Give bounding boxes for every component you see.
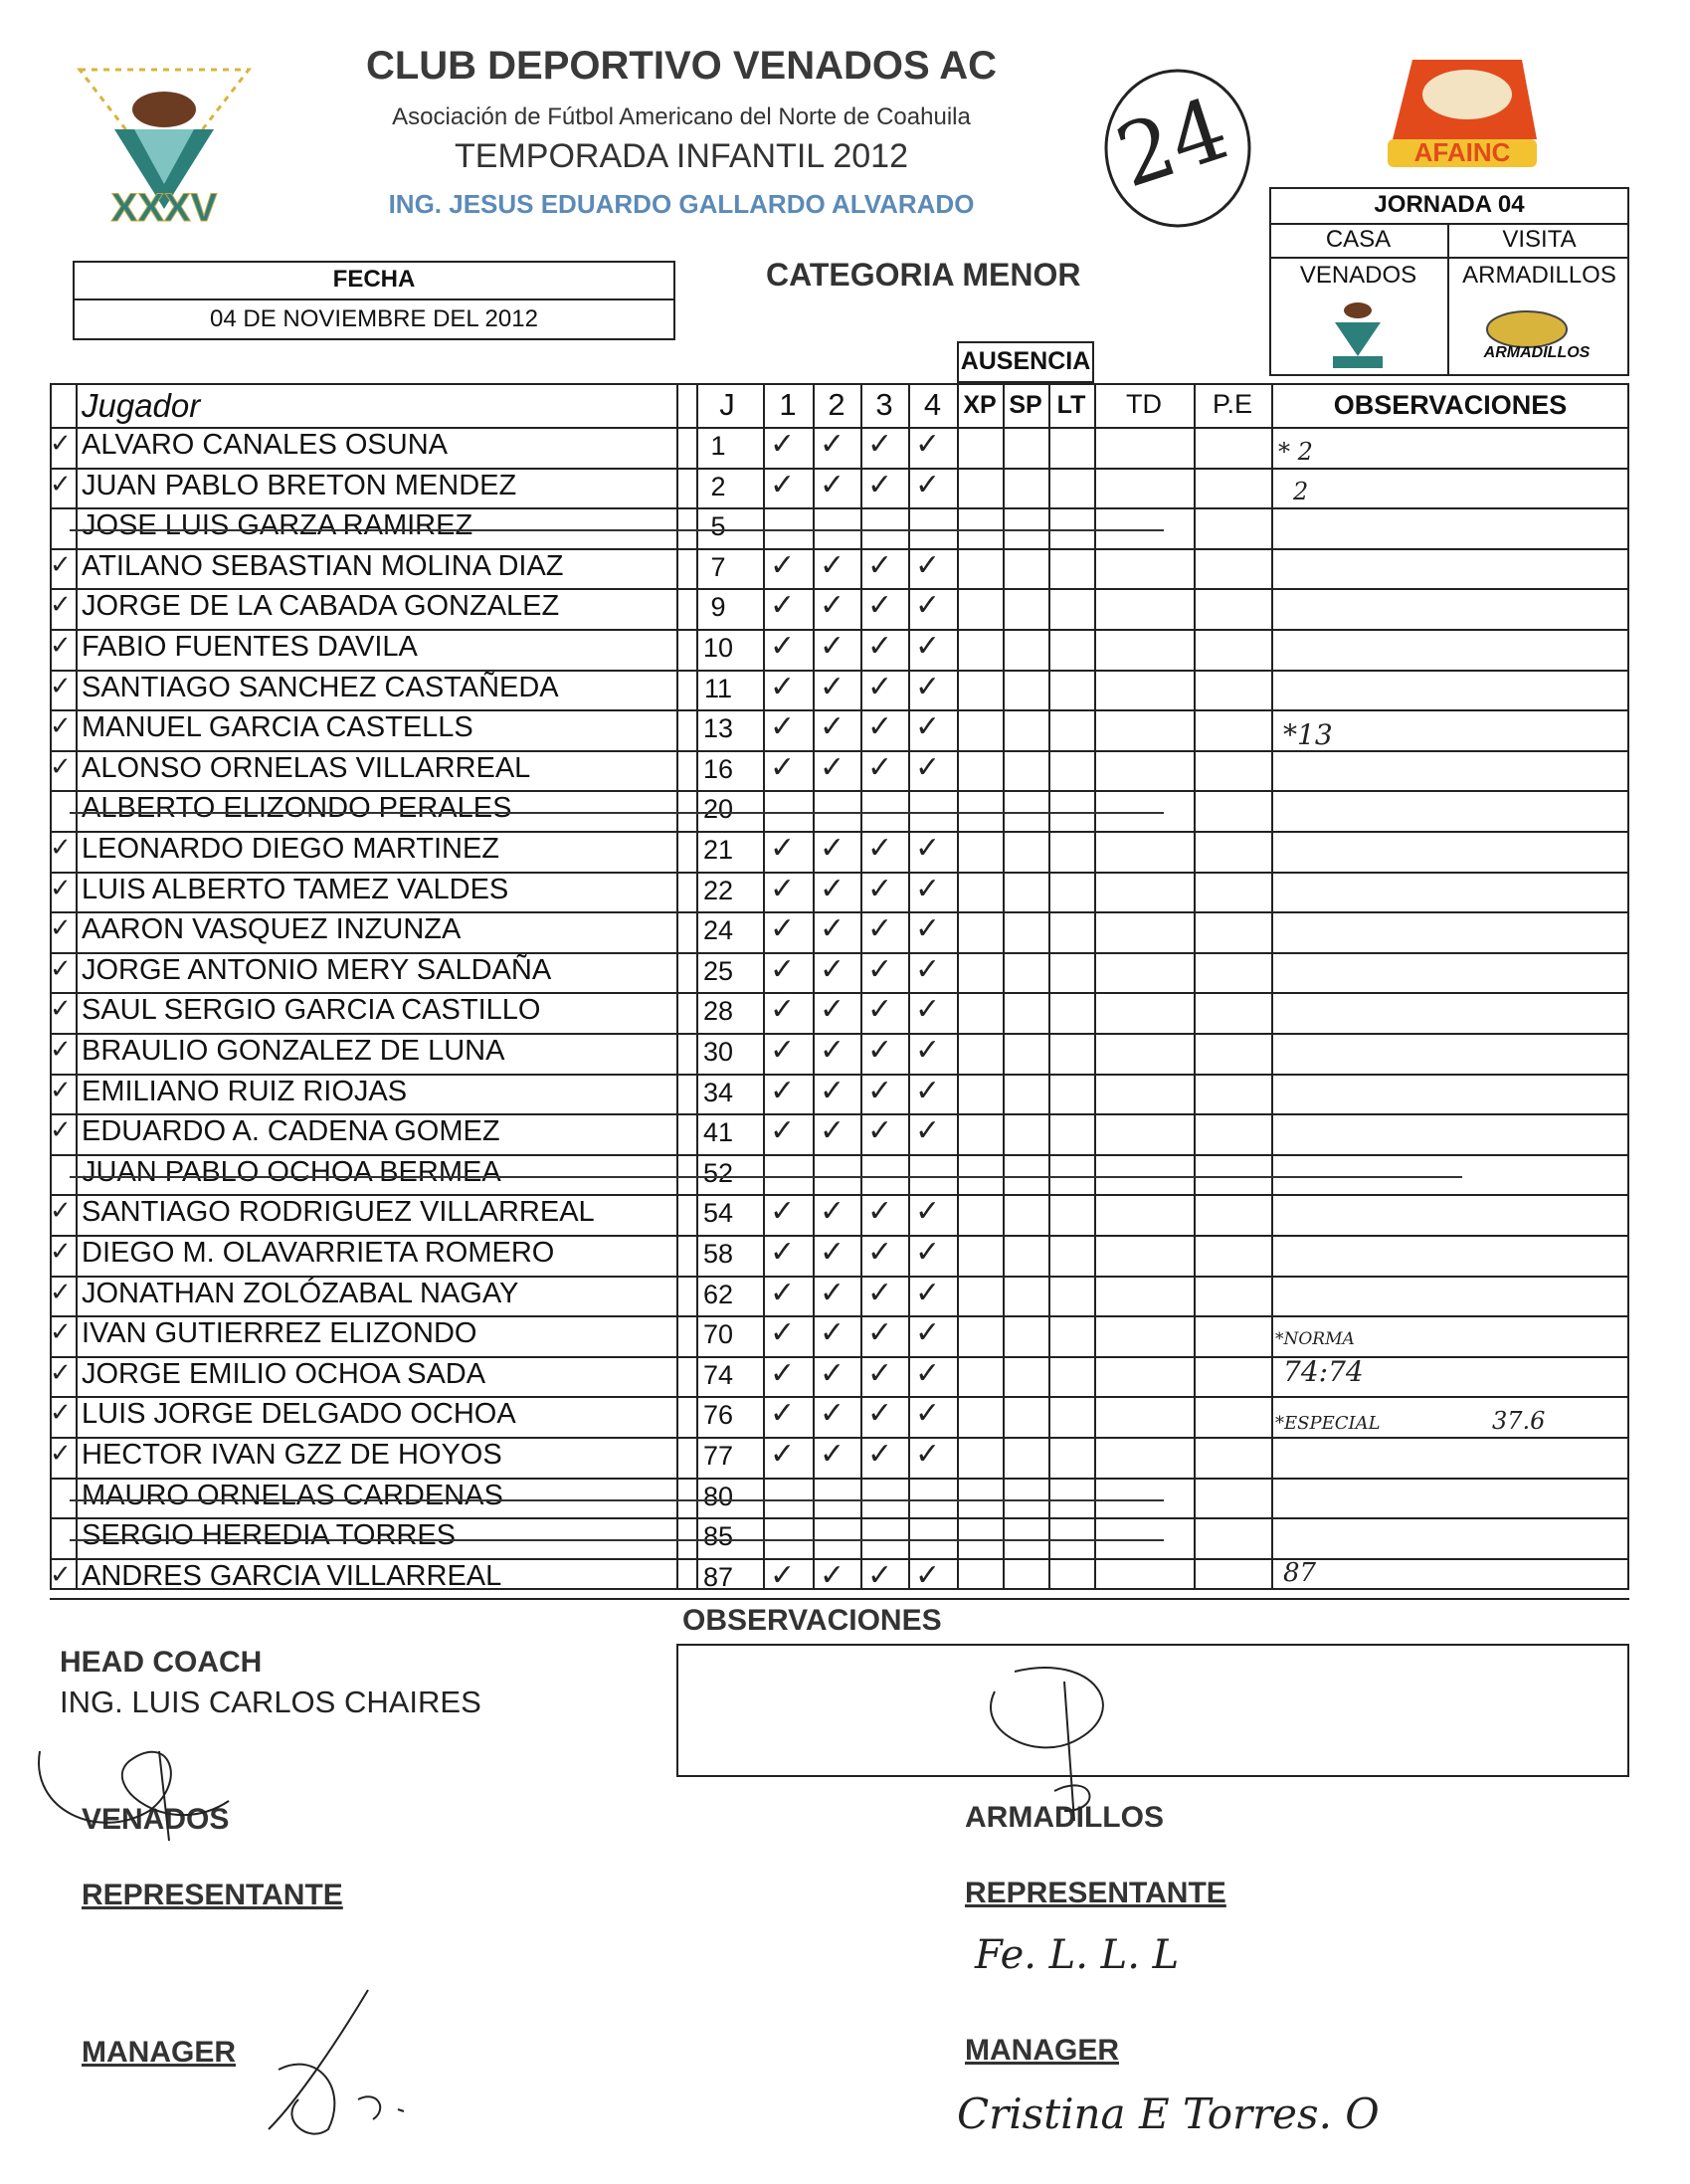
quarter-1-check-mark: ✓ bbox=[770, 1396, 796, 1431]
jersey-number: 21 bbox=[702, 835, 734, 865]
row-check-mark: ✓ bbox=[50, 833, 72, 863]
quarter-1-check-mark: ✓ bbox=[770, 831, 796, 866]
quarter-2-check-mark: ✓ bbox=[820, 629, 845, 664]
quarter-4-check-mark: ✓ bbox=[915, 750, 941, 785]
quarter-2-check-mark: ✓ bbox=[820, 1074, 845, 1108]
table-row bbox=[0, 1517, 1690, 1558]
season-title: TEMPORADA INFANTIL 2012 bbox=[455, 137, 908, 175]
obs-r28: 87 bbox=[1283, 1558, 1317, 1588]
quarter-3-check-mark: ✓ bbox=[867, 1194, 893, 1229]
q3-header: 3 bbox=[875, 387, 893, 422]
quarter-2-check-mark: ✓ bbox=[820, 750, 845, 785]
jersey-number: 62 bbox=[702, 1280, 734, 1309]
quarter-4-check-mark: ✓ bbox=[915, 468, 941, 502]
table-row bbox=[0, 1356, 1690, 1397]
quarter-3-check-mark: ✓ bbox=[867, 750, 893, 785]
jersey-number: 13 bbox=[702, 713, 734, 743]
obs-r7: *13 bbox=[1283, 718, 1333, 751]
player-name: ATILANO SEBASTIAN MOLINA DIAZ bbox=[82, 550, 564, 582]
jersey-number: 77 bbox=[702, 1441, 734, 1471]
row-check-mark: ✓ bbox=[50, 1076, 72, 1105]
player-name: SERGIO HEREDIA TORRES bbox=[82, 1519, 457, 1551]
row-check-mark: ✓ bbox=[50, 1358, 72, 1388]
jersey-number: 24 bbox=[702, 915, 734, 945]
quarter-3-check-mark: ✓ bbox=[867, 1113, 893, 1148]
jersey-number: 74 bbox=[702, 1360, 734, 1390]
manager-right: MANAGER bbox=[965, 2034, 1119, 2067]
player-name: EDUARDO A. CADENA GOMEZ bbox=[82, 1115, 500, 1147]
table-row bbox=[0, 1194, 1690, 1235]
table-row bbox=[0, 1558, 1690, 1599]
quarter-4-check-mark: ✓ bbox=[915, 427, 941, 462]
quarter-2-check-mark: ✓ bbox=[820, 1113, 845, 1148]
jersey-number: 54 bbox=[702, 1198, 734, 1228]
jersey-number: 9 bbox=[710, 592, 726, 622]
table-row bbox=[0, 992, 1690, 1033]
quarter-3-check-mark: ✓ bbox=[867, 872, 893, 906]
jersey-number: 30 bbox=[702, 1037, 734, 1067]
row-check-mark: ✓ bbox=[50, 550, 72, 580]
left-logo bbox=[60, 60, 269, 229]
quarter-1-check-mark: ✓ bbox=[770, 1194, 796, 1229]
quarter-1-check-mark: ✓ bbox=[770, 750, 796, 785]
player-name: AARON VASQUEZ INZUNZA bbox=[82, 913, 462, 945]
right-manager-signature: Cristina E Torres. O bbox=[957, 2089, 1380, 2138]
quarter-2-check-mark: ✓ bbox=[820, 1033, 845, 1068]
head-coach-name: ING. LUIS CARLOS CHAIRES bbox=[60, 1685, 481, 1719]
quarter-4-check-mark: ✓ bbox=[915, 1437, 941, 1472]
representante-right: REPRESENTANTE bbox=[965, 1877, 1226, 1909]
jersey-number: 70 bbox=[702, 1319, 734, 1349]
head-coach-label: HEAD COACH bbox=[60, 1646, 263, 1679]
jersey-number: 52 bbox=[702, 1158, 734, 1188]
quarter-4-check-mark: ✓ bbox=[915, 952, 941, 987]
page-number-circle bbox=[1098, 64, 1257, 233]
quarter-3-check-mark: ✓ bbox=[867, 911, 893, 946]
armadillos-logo-text: ARMADILLOS bbox=[1483, 344, 1591, 361]
table-row bbox=[0, 468, 1690, 508]
quarter-2-check-mark: ✓ bbox=[820, 548, 845, 583]
table-row bbox=[0, 1315, 1690, 1356]
table-row bbox=[0, 1437, 1690, 1478]
table-row bbox=[0, 629, 1690, 670]
jersey-number: 2 bbox=[710, 472, 726, 501]
table-row bbox=[0, 1033, 1690, 1074]
obs-r0: * 2 bbox=[1278, 438, 1313, 466]
quarter-1-check-mark: ✓ bbox=[770, 1074, 796, 1108]
row-check-mark: ✓ bbox=[50, 874, 72, 903]
quarter-1-check-mark: ✓ bbox=[770, 1033, 796, 1068]
jersey-number: 85 bbox=[702, 1521, 734, 1551]
row-check-mark: ✓ bbox=[50, 1317, 72, 1347]
q2-header: 2 bbox=[828, 387, 845, 422]
quarter-3-check-mark: ✓ bbox=[867, 1356, 893, 1391]
player-name: JORGE DE LA CABADA GONZALEZ bbox=[82, 590, 560, 622]
casa-team: VENADOS bbox=[1299, 262, 1417, 289]
q4-header: 4 bbox=[923, 387, 942, 422]
fecha-label: FECHA bbox=[332, 266, 416, 293]
footer-observaciones-label: OBSERVACIONES bbox=[682, 1604, 942, 1637]
quarter-4-check-mark: ✓ bbox=[915, 629, 941, 664]
jersey-number: 16 bbox=[702, 754, 734, 784]
td-header: TD bbox=[1126, 389, 1162, 419]
jersey-number: 7 bbox=[710, 552, 726, 582]
jugador-header: Jugador bbox=[82, 387, 201, 424]
strike-through-line bbox=[70, 529, 1164, 531]
jersey-number: 80 bbox=[702, 1482, 734, 1511]
quarter-1-check-mark: ✓ bbox=[770, 427, 796, 462]
quarter-2-check-mark: ✓ bbox=[820, 1276, 845, 1310]
quarter-1-check-mark: ✓ bbox=[770, 670, 796, 704]
quarter-1-check-mark: ✓ bbox=[770, 1315, 796, 1350]
club-name: CLUB DEPORTIVO VENADOS AC bbox=[365, 44, 998, 88]
jersey-number: 41 bbox=[702, 1117, 734, 1147]
row-check-mark: ✓ bbox=[50, 994, 72, 1024]
observaciones-header: OBSERVACIONES bbox=[1333, 390, 1568, 420]
player-name: EMILIANO RUIZ RIOJAS bbox=[82, 1076, 408, 1107]
obs-r23: 74:74 bbox=[1283, 1355, 1364, 1388]
page-number: 24 bbox=[1105, 79, 1240, 208]
quarter-2-check-mark: ✓ bbox=[820, 952, 845, 987]
quarter-4-check-mark: ✓ bbox=[915, 588, 941, 623]
quarter-1-check-mark: ✓ bbox=[770, 709, 796, 744]
quarter-3-check-mark: ✓ bbox=[867, 468, 893, 502]
player-name: JORGE EMILIO OCHOA SADA bbox=[82, 1358, 486, 1390]
quarter-3-check-mark: ✓ bbox=[867, 1315, 893, 1350]
row-check-mark: ✓ bbox=[50, 1115, 72, 1145]
quarter-1-check-mark: ✓ bbox=[770, 1437, 796, 1472]
quarter-4-check-mark: ✓ bbox=[915, 1356, 941, 1391]
quarter-3-check-mark: ✓ bbox=[867, 952, 893, 987]
table-row bbox=[0, 670, 1690, 710]
player-name: MAURO ORNELAS CARDENAS bbox=[82, 1480, 503, 1511]
quarter-4-check-mark: ✓ bbox=[915, 992, 941, 1027]
categoria: CATEGORIA MENOR bbox=[766, 257, 1081, 293]
player-name: JORGE ANTONIO MERY SALDAÑA bbox=[82, 954, 552, 986]
player-name: ALONSO ORNELAS VILLARREAL bbox=[82, 752, 531, 784]
ausencia-label: AUSENCIA bbox=[960, 347, 1091, 375]
player-name: IVAN GUTIERREZ ELIZONDO bbox=[82, 1317, 477, 1349]
quarter-4-check-mark: ✓ bbox=[915, 709, 941, 744]
quarter-1-check-mark: ✓ bbox=[770, 1235, 796, 1270]
strike-through-line bbox=[70, 1176, 1462, 1178]
table-row bbox=[0, 1396, 1690, 1437]
association-name: Asociación de Fútbol Americano del Norte de Coahuila bbox=[392, 103, 971, 130]
representante-left: REPRESENTANTE bbox=[82, 1879, 343, 1911]
table-row bbox=[0, 911, 1690, 952]
player-name: LUIS JORGE DELGADO OCHOA bbox=[82, 1398, 516, 1430]
pe-header: P.E bbox=[1212, 389, 1253, 419]
jersey-number: 25 bbox=[702, 956, 734, 986]
jersey-number: 10 bbox=[702, 633, 734, 663]
quarter-4-check-mark: ✓ bbox=[915, 1194, 941, 1229]
quarter-1-check-mark: ✓ bbox=[770, 1276, 796, 1310]
strike-through-line bbox=[70, 1499, 1164, 1501]
quarter-4-check-mark: ✓ bbox=[915, 670, 941, 704]
table-row bbox=[0, 1276, 1690, 1316]
quarter-3-check-mark: ✓ bbox=[867, 588, 893, 623]
quarter-2-check-mark: ✓ bbox=[820, 709, 845, 744]
quarter-2-check-mark: ✓ bbox=[820, 1396, 845, 1431]
quarter-1-check-mark: ✓ bbox=[770, 1558, 796, 1593]
quarter-1-check-mark: ✓ bbox=[770, 629, 796, 664]
quarter-3-check-mark: ✓ bbox=[867, 629, 893, 664]
player-name: ALBERTO ELIZONDO PERALES bbox=[82, 792, 512, 824]
armadillos-small-logo bbox=[1467, 303, 1606, 363]
quarter-3-check-mark: ✓ bbox=[867, 709, 893, 744]
visita-team: ARMADILLOS bbox=[1462, 262, 1616, 289]
obs-r1: 2 bbox=[1293, 478, 1309, 505]
jersey-number: 28 bbox=[702, 996, 734, 1026]
left-manager-signature bbox=[239, 1980, 428, 2149]
quarter-3-check-mark: ✓ bbox=[867, 670, 893, 704]
quarter-4-check-mark: ✓ bbox=[915, 1558, 941, 1593]
row-check-mark: ✓ bbox=[50, 1237, 72, 1267]
strike-through-line bbox=[70, 1539, 1164, 1541]
table-row bbox=[0, 1235, 1690, 1276]
row-check-mark: ✓ bbox=[50, 711, 72, 741]
strike-through-line bbox=[70, 812, 1164, 814]
player-name: SANTIAGO SANCHEZ CASTAÑEDA bbox=[82, 672, 559, 703]
quarter-2-check-mark: ✓ bbox=[820, 670, 845, 704]
row-check-mark: ✓ bbox=[50, 1439, 72, 1469]
table-row bbox=[0, 507, 1690, 548]
player-name: BRAULIO GONZALEZ DE LUNA bbox=[82, 1035, 505, 1067]
armadillos-label: ARMADILLOS bbox=[965, 1801, 1164, 1834]
jersey-number: 34 bbox=[702, 1078, 734, 1107]
player-name: JOSE LUIS GARZA RAMIREZ bbox=[82, 509, 473, 541]
table-row bbox=[0, 790, 1690, 831]
quarter-4-check-mark: ✓ bbox=[915, 1074, 941, 1108]
quarter-3-check-mark: ✓ bbox=[867, 1276, 893, 1310]
quarter-4-check-mark: ✓ bbox=[915, 1396, 941, 1431]
quarter-4-check-mark: ✓ bbox=[915, 1113, 941, 1148]
player-name: MANUEL GARCIA CASTELLS bbox=[82, 711, 473, 743]
row-check-mark: ✓ bbox=[50, 1196, 72, 1226]
table-row bbox=[0, 1113, 1690, 1154]
quarter-2-check-mark: ✓ bbox=[820, 588, 845, 623]
jersey-number: 1 bbox=[710, 431, 726, 461]
quarter-2-check-mark: ✓ bbox=[820, 1558, 845, 1593]
quarter-4-check-mark: ✓ bbox=[915, 872, 941, 906]
quarter-1-check-mark: ✓ bbox=[770, 1113, 796, 1148]
head-coach-signature bbox=[20, 1691, 279, 1851]
row-check-mark: ✓ bbox=[50, 752, 72, 782]
player-name: ALVARO CANALES OSUNA bbox=[82, 429, 448, 461]
quarter-1-check-mark: ✓ bbox=[770, 548, 796, 583]
armadillos-signature bbox=[955, 1652, 1154, 1831]
table-row bbox=[0, 1478, 1690, 1518]
table-row bbox=[0, 709, 1690, 750]
quarter-3-check-mark: ✓ bbox=[867, 1437, 893, 1472]
player-name: LEONARDO DIEGO MARTINEZ bbox=[82, 833, 500, 865]
quarter-1-check-mark: ✓ bbox=[770, 1356, 796, 1391]
lt-header: LT bbox=[1056, 391, 1086, 419]
player-name: JUAN PABLO BRETON MENDEZ bbox=[82, 470, 517, 501]
quarter-2-check-mark: ✓ bbox=[820, 992, 845, 1027]
quarter-3-check-mark: ✓ bbox=[867, 427, 893, 462]
quarter-4-check-mark: ✓ bbox=[915, 911, 941, 946]
player-name: ANDRES GARCIA VILLARREAL bbox=[82, 1560, 502, 1592]
quarter-3-check-mark: ✓ bbox=[867, 831, 893, 866]
quarter-3-check-mark: ✓ bbox=[867, 992, 893, 1027]
jersey-number: 87 bbox=[702, 1562, 734, 1592]
manager-left: MANAGER bbox=[82, 2036, 236, 2069]
quarter-1-check-mark: ✓ bbox=[770, 952, 796, 987]
right-logo-text: AFAINC bbox=[1413, 137, 1511, 167]
obs-r22: *NORMA bbox=[1275, 1329, 1355, 1349]
quarter-4-check-mark: ✓ bbox=[915, 548, 941, 583]
quarter-4-check-mark: ✓ bbox=[915, 1235, 941, 1270]
quarter-2-check-mark: ✓ bbox=[820, 1235, 845, 1270]
quarter-2-check-mark: ✓ bbox=[820, 831, 845, 866]
quarter-2-check-mark: ✓ bbox=[820, 1356, 845, 1391]
quarter-1-check-mark: ✓ bbox=[770, 992, 796, 1027]
quarter-2-check-mark: ✓ bbox=[820, 1315, 845, 1350]
visita-label: VISITA bbox=[1502, 226, 1577, 253]
obs-r25a: *ESPECIAL bbox=[1275, 1413, 1381, 1434]
jersey-number: 76 bbox=[702, 1400, 734, 1430]
q1-header: 1 bbox=[779, 387, 797, 422]
row-check-mark: ✓ bbox=[50, 1398, 72, 1428]
jersey-number: 22 bbox=[702, 876, 734, 905]
quarter-2-check-mark: ✓ bbox=[820, 1437, 845, 1472]
quarter-2-check-mark: ✓ bbox=[820, 1194, 845, 1229]
xp-header: XP bbox=[963, 391, 997, 419]
obs-r25b: 37.6 bbox=[1492, 1407, 1546, 1435]
quarter-1-check-mark: ✓ bbox=[770, 872, 796, 906]
j-header: J bbox=[719, 387, 735, 422]
quarter-4-check-mark: ✓ bbox=[915, 1315, 941, 1350]
quarter-2-check-mark: ✓ bbox=[820, 872, 845, 906]
row-check-mark: ✓ bbox=[50, 590, 72, 620]
jersey-number: 20 bbox=[702, 794, 734, 824]
row-check-mark: ✓ bbox=[50, 954, 72, 984]
quarter-4-check-mark: ✓ bbox=[915, 831, 941, 866]
sp-header: SP bbox=[1009, 391, 1042, 419]
quarter-1-check-mark: ✓ bbox=[770, 468, 796, 502]
player-name: FABIO FUENTES DAVILA bbox=[82, 631, 418, 663]
venados-label: VENADOS bbox=[82, 1803, 230, 1836]
fecha-value: 04 DE NOVIEMBRE DEL 2012 bbox=[210, 305, 538, 332]
quarter-3-check-mark: ✓ bbox=[867, 1396, 893, 1431]
quarter-3-check-mark: ✓ bbox=[867, 1558, 893, 1593]
player-name: JONATHAN ZOLÓZABAL NAGAY bbox=[82, 1278, 519, 1309]
quarter-3-check-mark: ✓ bbox=[867, 1235, 893, 1270]
row-check-mark: ✓ bbox=[50, 1278, 72, 1307]
right-rep-signature: Fe. L. L. L bbox=[975, 1932, 1180, 1978]
jornada-title: JORNADA 04 bbox=[1374, 191, 1525, 218]
player-name: DIEGO M. OLAVARRIETA ROMERO bbox=[82, 1237, 555, 1269]
table-row bbox=[0, 1154, 1690, 1195]
jersey-number: 5 bbox=[710, 511, 726, 541]
row-check-mark: ✓ bbox=[50, 913, 72, 943]
table-row bbox=[0, 872, 1690, 912]
casa-label: CASA bbox=[1325, 226, 1392, 253]
player-name: SAUL SERGIO GARCIA CASTILLO bbox=[82, 994, 541, 1026]
player-name: SANTIAGO RODRIGUEZ VILLARREAL bbox=[82, 1196, 595, 1228]
quarter-1-check-mark: ✓ bbox=[770, 911, 796, 946]
quarter-4-check-mark: ✓ bbox=[915, 1276, 941, 1310]
player-name: JUAN PABLO OCHOA BERMEA bbox=[82, 1156, 501, 1188]
row-check-mark: ✓ bbox=[50, 631, 72, 661]
left-logo-text: XXXV bbox=[110, 186, 218, 229]
quarter-2-check-mark: ✓ bbox=[820, 468, 845, 502]
quarter-1-check-mark: ✓ bbox=[770, 588, 796, 623]
venados-small-logo bbox=[1323, 297, 1393, 370]
player-name: LUIS ALBERTO TAMEZ VALDES bbox=[82, 874, 509, 905]
quarter-3-check-mark: ✓ bbox=[867, 1074, 893, 1108]
right-logo bbox=[1373, 30, 1552, 169]
director-name: ING. JESUS EDUARDO GALLARDO ALVARADO bbox=[388, 189, 975, 219]
quarter-3-check-mark: ✓ bbox=[867, 1033, 893, 1068]
row-check-mark: ✓ bbox=[50, 1560, 72, 1590]
row-check-mark: ✓ bbox=[50, 429, 72, 459]
table-row bbox=[0, 831, 1690, 872]
row-check-mark: ✓ bbox=[50, 1035, 72, 1065]
table-row bbox=[0, 1074, 1690, 1114]
table-row bbox=[0, 952, 1690, 993]
table-row bbox=[0, 750, 1690, 791]
quarter-2-check-mark: ✓ bbox=[820, 427, 845, 462]
row-check-mark: ✓ bbox=[50, 470, 72, 499]
table-row bbox=[0, 548, 1690, 589]
player-name: HECTOR IVAN GZZ DE HOYOS bbox=[82, 1439, 502, 1471]
table-row bbox=[0, 427, 1690, 468]
quarter-2-check-mark: ✓ bbox=[820, 911, 845, 946]
table-row bbox=[0, 588, 1690, 629]
jersey-number: 11 bbox=[703, 674, 733, 703]
quarter-3-check-mark: ✓ bbox=[867, 548, 893, 583]
jersey-number: 58 bbox=[702, 1239, 734, 1269]
row-check-mark: ✓ bbox=[50, 672, 72, 701]
quarter-4-check-mark: ✓ bbox=[915, 1033, 941, 1068]
